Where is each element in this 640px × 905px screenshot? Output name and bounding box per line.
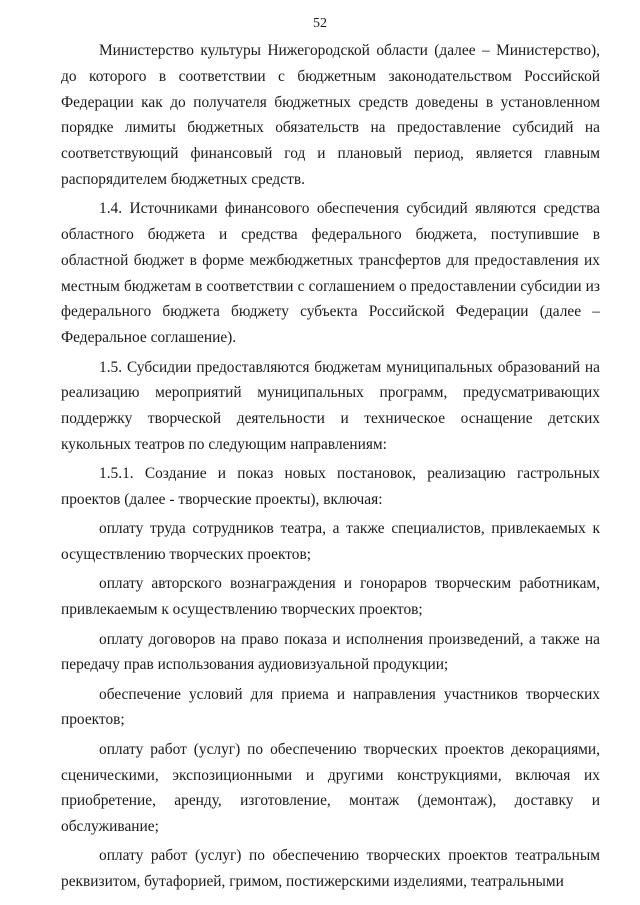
list-item-author-fees: оплату авторского вознаграждения и гонораров творческим работникам, привлекаемым к осуществлению творческих проектов; (61, 575, 600, 619)
paragraph-1-5-1-creative-projects: 1.5.1. Создание и показ новых постановок, реализацию гастрольных проектов (далее - творческие проекты), включая: (61, 465, 600, 509)
list-item-participant-conditions: обеспечение условий для приема и направления участников творческих проектов; (61, 685, 600, 729)
list-item-rights-contracts: оплату договоров на право показа и исполнения произведений, а также на передачу прав использования аудиовизуальной продукции; (61, 630, 600, 674)
document-body (61, 38, 600, 899)
list-item-staff-payment: оплату труда сотрудников театра, а также специалистов, привлекаемых к осуществлению творческих проектов; (61, 520, 600, 564)
page-number: 52 (313, 16, 327, 31)
paragraph-ministry: Министерство культуры Нижегородской области (далее – Министерство), до которого в соответствии с бюджетным законодательством Российской Федерации как до получателя бюджетных средств доведены в установленном порядке лимиты бюджетных обязательств на предоставление субсидий на соответствующий финансовый год и плановый период, является главным распорядителем бюджетных средств. (61, 42, 600, 188)
list-item-props-works: оплату работ (услуг) по обеспечению творческих проектов театральным реквизитом, бутафорией, гримом, постижерскими изделиями, театральными (61, 847, 600, 891)
paragraph-1-5-subsidies: 1.5. Субсидии предоставляются бюджетам муниципальных образований на реализацию мероприятий муниципальных программ, предусматривающих поддержку творческой деятельности и техническое оснащение детских кукольных театров по следующим направлениям: (61, 358, 600, 453)
list-item-scenery-works: оплату работ (услуг) по обеспечению творческих проектов декорациями, сценическими, экспозиционными и другими конструкциями, включая их приобретение, аренду, изготовление, монтаж (демонтаж), доставку и обслуживание; (61, 740, 600, 836)
paragraph-1-4-funding-sources: 1.4. Источниками финансового обеспечения субсидий являются средства областного бюджета и средства федерального бюджета, поступившие в областной бюджет в форме межбюджетных трансфертов для предоставления их местным бюджетам в соответствии с соглашением о предоставлении субсидии из федерального бюджета бюджету субъекта Российской Федерации (далее – Федеральное соглашение). (61, 200, 600, 347)
